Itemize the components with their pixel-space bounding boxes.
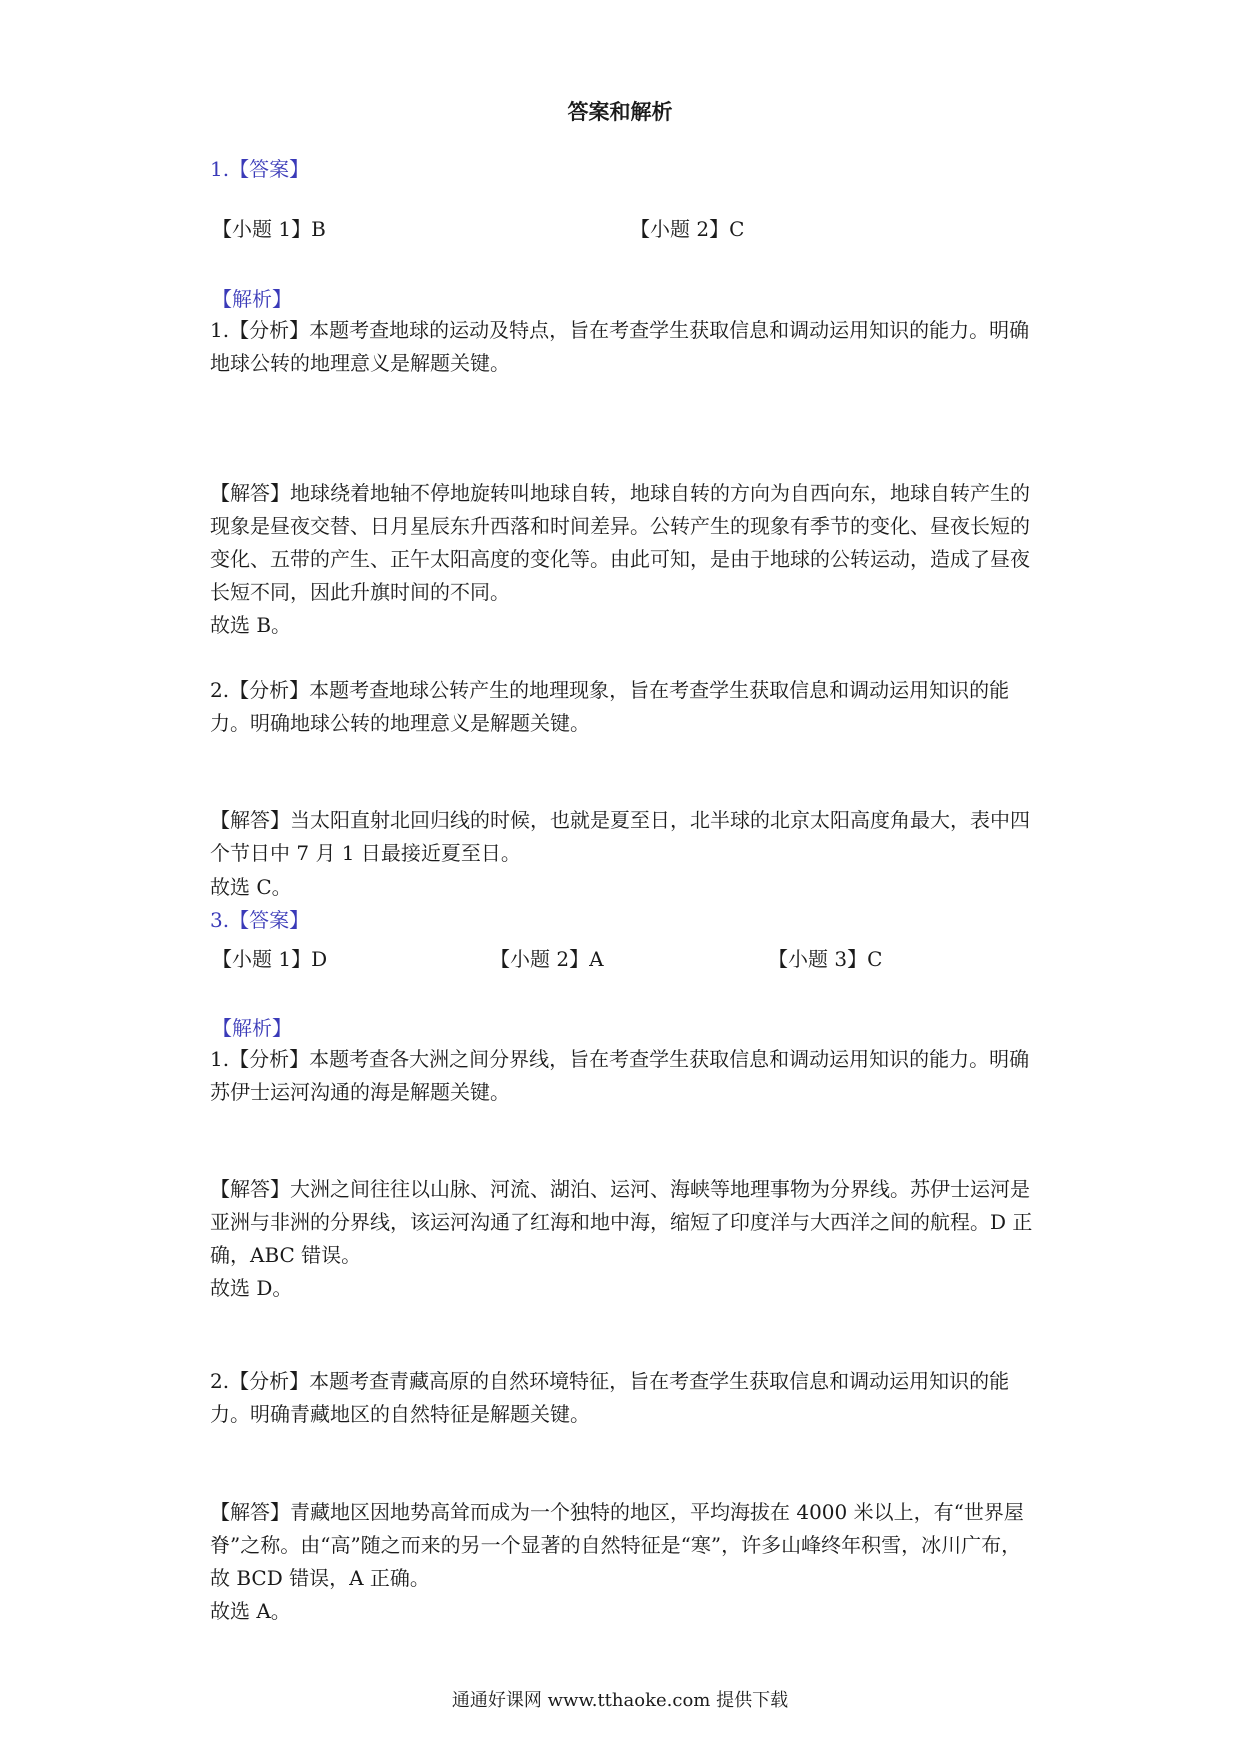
q3-sub2-answer: 【小题 2】A [490,947,604,971]
page-title: 答案和解析 [567,99,673,124]
q1-p1-analysis: 1.【分析】本题考查地球的运动及特点，旨在考查学生获取信息和调动运用知识的能力。明确地球公转的地理意义是解题关键。 [210,318,1030,375]
q1-p2-choice: 故选 C。 [210,875,292,899]
q3-sub3-answer: 【小题 3】C [768,947,883,971]
q1-p2-solution: 【解答】当太阳直射北回归线的时候，也就是夏至日，北半球的北京太阳高度角最大，表中四个节日中 7 月 1 日最接近夏至日。 [210,808,1030,865]
q1-analysis-header: 【解析】 [212,287,292,311]
q1-p1-solution: 【解答】地球绕着地轴不停地旋转叫地球自转，地球自转的方向为自西向东，地球自转产生的现象是昼夜交替、日月星辰东升西落和时间差异。公转产生的现象有季节的变化、昼夜长短的变化、五带的产生、正午太阳高度的变化等。由此可知，是由于地球的公转运动，造成了昼夜长短不同，因此升旗时间的不同。 [210,481,1030,604]
q3-sub1-answer: 【小题 1】D [212,947,328,971]
q3-analysis-header: 【解析】 [212,1016,292,1040]
q1-p1-choice: 故选 B。 [210,613,292,637]
q1-sub2-answer: 【小题 2】C [630,217,745,241]
q3-p1-solution: 【解答】大洲之间往往以山脉、河流、湖泊、运河、海峡等地理事物为分界线。苏伊士运河是亚洲与非洲的分界线，该运河沟通了红海和地中海，缩短了印度洋与大西洋之间的航程。D 正确，ABC 错误。 [210,1177,1033,1267]
q3-p1-analysis: 1.【分析】本题考查各大洲之间分界线，旨在考查学生获取信息和调动运用知识的能力。明确苏伊士运河沟通的海是解题关键。 [210,1047,1030,1104]
q1-answer-header: 1.【答案】 [210,157,310,181]
q3-p1-choice: 故选 D。 [210,1276,293,1300]
q1-p2-analysis: 2.【分析】本题考查地球公转产生的地理现象，旨在考查学生获取信息和调动运用知识的能力。明确地球公转的地理意义是解题关键。 [210,678,1010,735]
q3-answer-header: 3.【答案】 [210,908,310,932]
q3-p2-solution: 【解答】青藏地区因地势高耸而成为一个独特的地区，平均海拔在 4000 米以上，有“世界屋脊”之称。由“高”随之而来的另一个显著的自然特征是“寒”，许多山峰终年积雪，冰川广布，故 BCD 错误，A 正确。 [210,1500,1024,1590]
footer-credit: 通通好课网 www.tthaoke.com 提供下载 [451,1690,789,1711]
q3-p2-analysis: 2.【分析】本题考查青藏高原的自然环境特征，旨在考查学生获取信息和调动运用知识的能力。明确青藏地区的自然特征是解题关键。 [210,1369,1010,1426]
q3-p2-choice: 故选 A。 [210,1599,291,1623]
q1-sub1-answer: 【小题 1】B [212,217,326,241]
